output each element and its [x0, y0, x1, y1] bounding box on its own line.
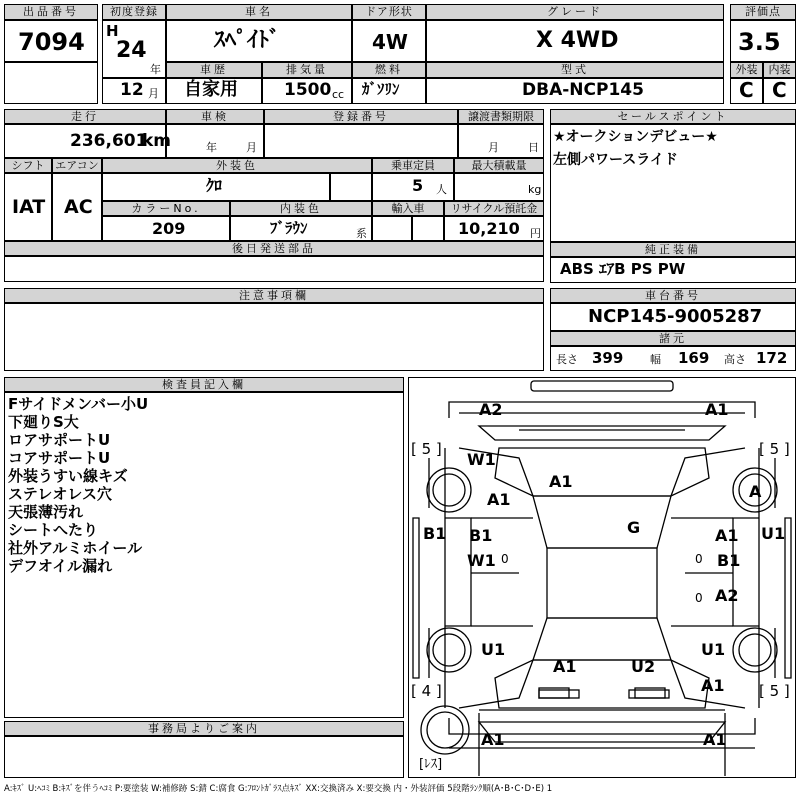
- later-parts-box: [4, 256, 544, 282]
- length: 399: [592, 349, 624, 367]
- width: 169: [678, 349, 710, 367]
- inspector-line: 天張薄汚れ: [8, 503, 84, 521]
- grade: X 4WD: [536, 28, 619, 53]
- damage-front-right: A1: [705, 400, 729, 419]
- spare-tire: [ﾚｽ]: [419, 757, 443, 772]
- fuel: ｶﾞｿﾘﾝ: [362, 80, 400, 98]
- damage-trunk-left: A1: [553, 657, 577, 676]
- color-label: 外装色: [102, 158, 372, 173]
- capacity-label: 乗車定員: [372, 158, 454, 173]
- color-no: 209: [152, 219, 186, 238]
- int-color-label: 内装色: [230, 201, 372, 216]
- damage-rear-bumper-right: A1: [703, 730, 727, 749]
- svg-text:0: 0: [695, 591, 703, 605]
- car-name-label: 車名: [166, 4, 352, 20]
- door-label: ドア形状: [352, 4, 426, 20]
- era: H: [106, 22, 119, 40]
- score-label: 評価点: [730, 4, 796, 20]
- door-type: 4W: [372, 30, 408, 54]
- interior-label: 内装: [763, 62, 796, 78]
- front-grille: [479, 426, 725, 440]
- int-color: ﾌﾞﾗｳﾝ: [270, 219, 308, 237]
- exterior-label: 外装: [730, 62, 763, 78]
- damage-hood: A1: [549, 472, 573, 491]
- width-label: 幅: [650, 353, 661, 366]
- reg-year: 24: [116, 38, 147, 63]
- office-label: 事務局よりご案内: [4, 721, 404, 736]
- damage-right-wheel: A: [749, 482, 762, 501]
- front-bumper-top: [531, 381, 673, 391]
- inspector-line: デフオイル漏れ: [8, 557, 113, 575]
- damage-trunk-right: U2: [631, 657, 656, 676]
- trunk-outline: [495, 657, 709, 708]
- inspection-label: 車検: [166, 109, 264, 124]
- inspector-line: 下廻りS大: [8, 413, 79, 431]
- model: DBA-NCP145: [522, 80, 644, 100]
- interior-grade: C: [772, 78, 787, 102]
- damage-right-quarter: A2: [715, 586, 739, 605]
- damage-left-front-door-repair: W1: [467, 551, 496, 570]
- color-box-extra: [330, 173, 372, 201]
- office-box: [4, 736, 404, 778]
- spare-wheel: [421, 706, 469, 754]
- year-unit: 年: [150, 63, 161, 76]
- color-no-label: カラーNo.: [102, 201, 230, 216]
- transfer-label: 譲渡書類期限: [458, 109, 544, 124]
- first-reg-label: 初度登録: [102, 4, 166, 20]
- month-unit: 月: [148, 87, 159, 100]
- registration-label: 登録番号: [264, 109, 458, 124]
- displacement-unit: cc: [332, 88, 345, 101]
- inspection-year: 年: [206, 141, 217, 154]
- import-box-1: [372, 216, 412, 241]
- history: 自家用: [184, 79, 238, 100]
- lot-no: 7094: [18, 28, 85, 56]
- sales-point-line-1: ★オークションデビュー★: [553, 129, 718, 145]
- rear-window-outline: [533, 618, 671, 660]
- registration-box: [264, 124, 458, 158]
- recycle-label: リサイクル預託金: [444, 201, 544, 216]
- grade-label: グレード: [426, 4, 724, 20]
- damage-left-front-door: B1: [469, 526, 493, 545]
- inspector-line: 外装うすい線キズ: [8, 467, 128, 485]
- notes-box: [4, 303, 544, 371]
- svg-text:0: 0: [695, 552, 703, 566]
- recycle: 10,210: [458, 219, 520, 238]
- damage-front-left: A2: [479, 400, 503, 419]
- damage-left-side: B1: [423, 524, 447, 543]
- mileage: 236,601: [70, 131, 148, 151]
- reg-month: 12: [120, 80, 144, 100]
- capacity: 5: [412, 176, 424, 195]
- car-name: ｽﾍﾟｲﾄﾞ: [214, 28, 281, 53]
- color: ｸﾛ: [206, 176, 223, 195]
- length-label: 長さ: [556, 353, 578, 366]
- displacement: 1500: [284, 80, 332, 100]
- damage-left-fender: A1: [487, 490, 511, 509]
- transfer-day: 日: [528, 141, 539, 154]
- damage-roof: G: [627, 518, 641, 537]
- tire-front-right: [ 5 ]: [759, 440, 790, 458]
- height-label: 高さ: [724, 353, 746, 366]
- mileage-unit: km: [142, 131, 172, 151]
- model-label: 型式: [426, 62, 724, 78]
- tire-rear-left: [ 4 ]: [411, 682, 442, 700]
- inspector-line: Fサイドメンバー小U: [8, 395, 149, 413]
- score: 3.5: [738, 28, 781, 56]
- lot-no-label: 出品番号: [4, 4, 98, 20]
- sales-points-label: セールスポイント: [550, 109, 796, 124]
- chassis-number: NCP145-9005287: [588, 306, 763, 327]
- ac-label: エアコン: [52, 158, 102, 173]
- shift: IAT: [12, 196, 46, 218]
- dims-label: 諸元: [550, 331, 796, 346]
- inspector-line: シートへたり: [8, 521, 99, 539]
- recycle-unit: 円: [530, 227, 541, 240]
- notes-label: 注意事項欄: [4, 288, 544, 303]
- import-box-2: [412, 216, 444, 241]
- damage-right-side: U1: [761, 524, 786, 543]
- import-label: 輸入車: [372, 201, 444, 216]
- shift-label: シフト: [4, 158, 52, 173]
- equipment: ABS ｴｱB PS PW: [560, 260, 686, 278]
- ac: AC: [64, 196, 93, 218]
- inspector-line: ステレオレス穴: [8, 485, 112, 503]
- hood-outline: [495, 448, 709, 496]
- damage-right-front-door: A1: [715, 526, 739, 545]
- tire-rear-right: [ 5 ]: [759, 682, 790, 700]
- transfer-month: 月: [488, 141, 499, 154]
- damage-rear-bumper-left: A1: [481, 730, 505, 749]
- lot-no-empty: [4, 62, 98, 104]
- height: 172: [756, 349, 788, 367]
- roof-outline: [547, 548, 657, 618]
- damage-left-rear-wheel: U1: [481, 640, 506, 659]
- svg-text:0: 0: [501, 552, 509, 566]
- displacement-label: 排気量: [262, 62, 352, 78]
- load-label: 最大積載量: [454, 158, 544, 173]
- inspection-month: 月: [246, 141, 257, 154]
- damage-right-rear-wheel: U1: [701, 640, 726, 659]
- car-outline-svg: [409, 378, 795, 777]
- mileage-label: 走行: [4, 109, 166, 124]
- legend-footer: A:ｷｽﾞ U:ﾍｺﾐ B:ｷｽﾞを伴うﾍｺﾐ P:要塗装 W:補修跡 S:錆 C:腐食 G:ﾌﾛﾝﾄｶﾞﾗｽ点ｷｽﾞ XX:交換済み X:要交換 内・外装評価 5段階ﾗﾝｸ順(A･B･C･D･E) 1: [4, 784, 553, 794]
- history-label: 車歴: [166, 62, 262, 78]
- damage-rear-right-quarter: A1: [701, 676, 725, 695]
- inspector-notes: [8, 395, 148, 575]
- inspector-line: 社外アルミホイール: [8, 539, 143, 557]
- exterior-grade: C: [739, 78, 754, 102]
- inspector-label: 検査員記入欄: [4, 377, 404, 392]
- chassis-label: 車台番号: [550, 288, 796, 303]
- left-doors: [445, 518, 471, 626]
- damage-right-rear-door: B1: [717, 551, 741, 570]
- load-unit: kg: [528, 183, 542, 196]
- sales-point-line-2: 左側パワースライド: [553, 152, 678, 168]
- capacity-unit: 人: [436, 183, 447, 196]
- equipment-label: 純正装備: [550, 242, 796, 257]
- damage-diagram: [408, 377, 796, 778]
- windshield-outline: [533, 496, 671, 548]
- tire-front-left: [ 5 ]: [411, 440, 442, 458]
- inspector-line: ロアサポートU: [8, 431, 111, 449]
- damage-left-fender-top: W1: [467, 450, 496, 469]
- later-parts-label: 後日発送部品: [4, 241, 544, 256]
- int-color-unit: 系: [356, 227, 367, 240]
- fuel-label: 燃料: [352, 62, 426, 78]
- inspector-line: コアサポートU: [8, 449, 111, 467]
